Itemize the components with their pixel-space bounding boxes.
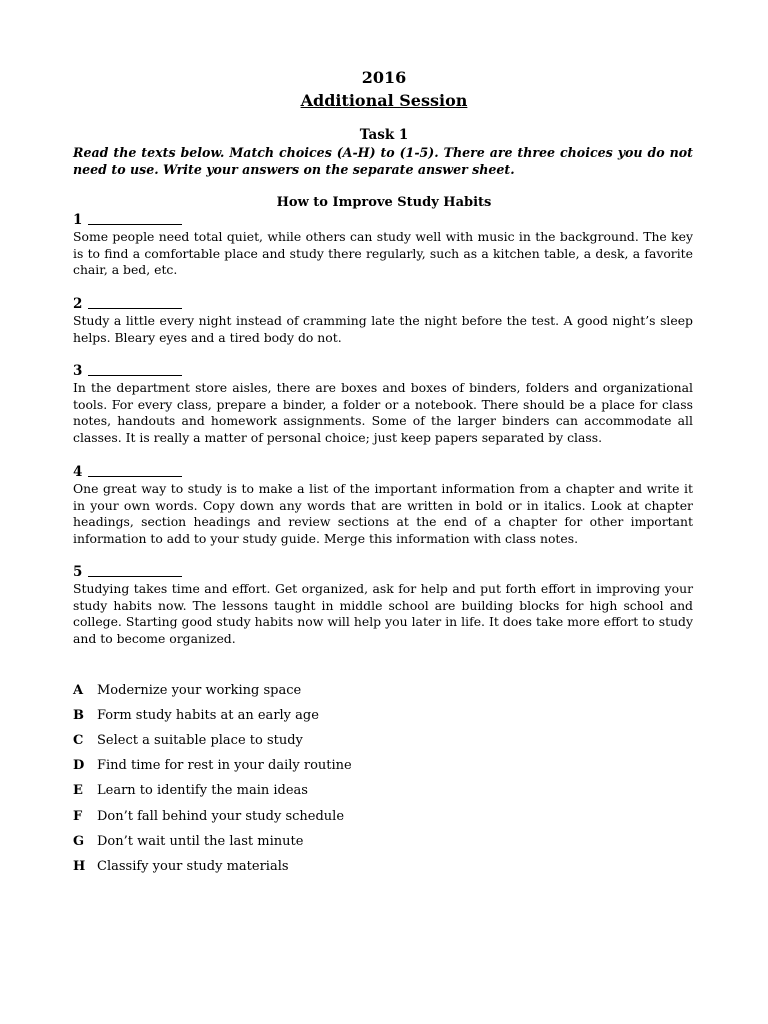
item-number: 2: [73, 296, 693, 313]
option-text: Don’t fall behind your study schedule: [97, 809, 345, 824]
year-heading: 2016: [361, 68, 407, 87]
option-letter: G: [73, 834, 85, 849]
article-item-2: [73, 296, 693, 346]
article-item-4: [73, 464, 693, 548]
option-text: Form study habits at an early age: [97, 708, 319, 723]
article-item-5: [73, 564, 693, 648]
item-number: 5: [73, 564, 693, 581]
article-item-3: [73, 363, 693, 447]
option-b: [73, 707, 473, 724]
option-text: Find time for rest in your daily routine: [97, 758, 352, 773]
option-e: [73, 782, 473, 799]
answer-blank: [88, 363, 182, 376]
article-item-1: [73, 212, 693, 279]
item-text: Study a little every night instead of cramming late the night before the test. A good night’s sleep helps. Bleary eyes and a tired body do not.: [73, 313, 693, 345]
option-a: [73, 682, 473, 699]
item-number: 3: [73, 363, 693, 380]
task-instructions: Read the texts below. Match choices (A-H) to (1-5). There are three choices you do not need to use. Write your answers on the separate answer sheet.: [73, 145, 693, 177]
option-text: Don’t wait until the last minute: [97, 834, 304, 849]
option-text: Select a suitable place to study: [97, 733, 303, 748]
option-c: [73, 732, 473, 749]
item-text: One great way to study is to make a list of the important information from a chapter and write it in your own words. Copy down any words that are written in bold or in italics. Look at chapter headings, section headings and review sections at the end of a chapter for other important information to add to your study guide. Merge this information with class notes.: [73, 481, 693, 547]
task-heading: Task 1: [359, 127, 409, 143]
answer-blank: [88, 212, 182, 225]
session-title: Additional Session: [300, 91, 468, 110]
session-heading: [0, 91, 768, 110]
option-letter: F: [73, 809, 83, 824]
option-f: [73, 808, 473, 825]
item-number: 4: [73, 464, 693, 481]
item-text: Studying takes time and effort. Get organized, ask for help and put forth effort in improving your study habits now. The lessons taught in middle school are building blocks for high school and college. Starting good study habits now will help you later in life. It does take more effort to study and to become organized.: [73, 581, 693, 647]
option-letter: C: [73, 733, 84, 748]
option-h: [73, 858, 473, 875]
option-d: [73, 757, 473, 774]
option-g: [73, 833, 473, 850]
option-text: Learn to identify the main ideas: [97, 783, 308, 798]
option-letter: A: [73, 683, 84, 698]
option-letter: H: [73, 859, 86, 874]
item-text: Some people need total quiet, while others can study well with music in the background. The key is to find a comfortable place and study there regularly, such as a kitchen table, a desk, a favorite chair, a bed, etc.: [73, 229, 693, 278]
option-letter: E: [73, 783, 83, 798]
item-text: In the department store aisles, there are boxes and boxes of binders, folders and organizational tools. For every class, prepare a binder, a folder or a notebook. There should be a place for class notes, handouts and homework assignments. Some of the larger binders can accommodate all classes. It is really a matter of personal choice; just keep papers separated by class.: [73, 380, 693, 446]
article-title: How to Improve Study Habits: [276, 195, 492, 210]
option-text: Classify your study materials: [97, 859, 289, 874]
item-number: 1: [73, 212, 693, 229]
option-letter: D: [73, 758, 85, 773]
answer-blank: [88, 464, 182, 477]
answer-blank: [88, 296, 182, 309]
option-letter: B: [73, 708, 84, 723]
option-text: Modernize your working space: [97, 683, 302, 698]
answer-blank: [88, 564, 182, 577]
